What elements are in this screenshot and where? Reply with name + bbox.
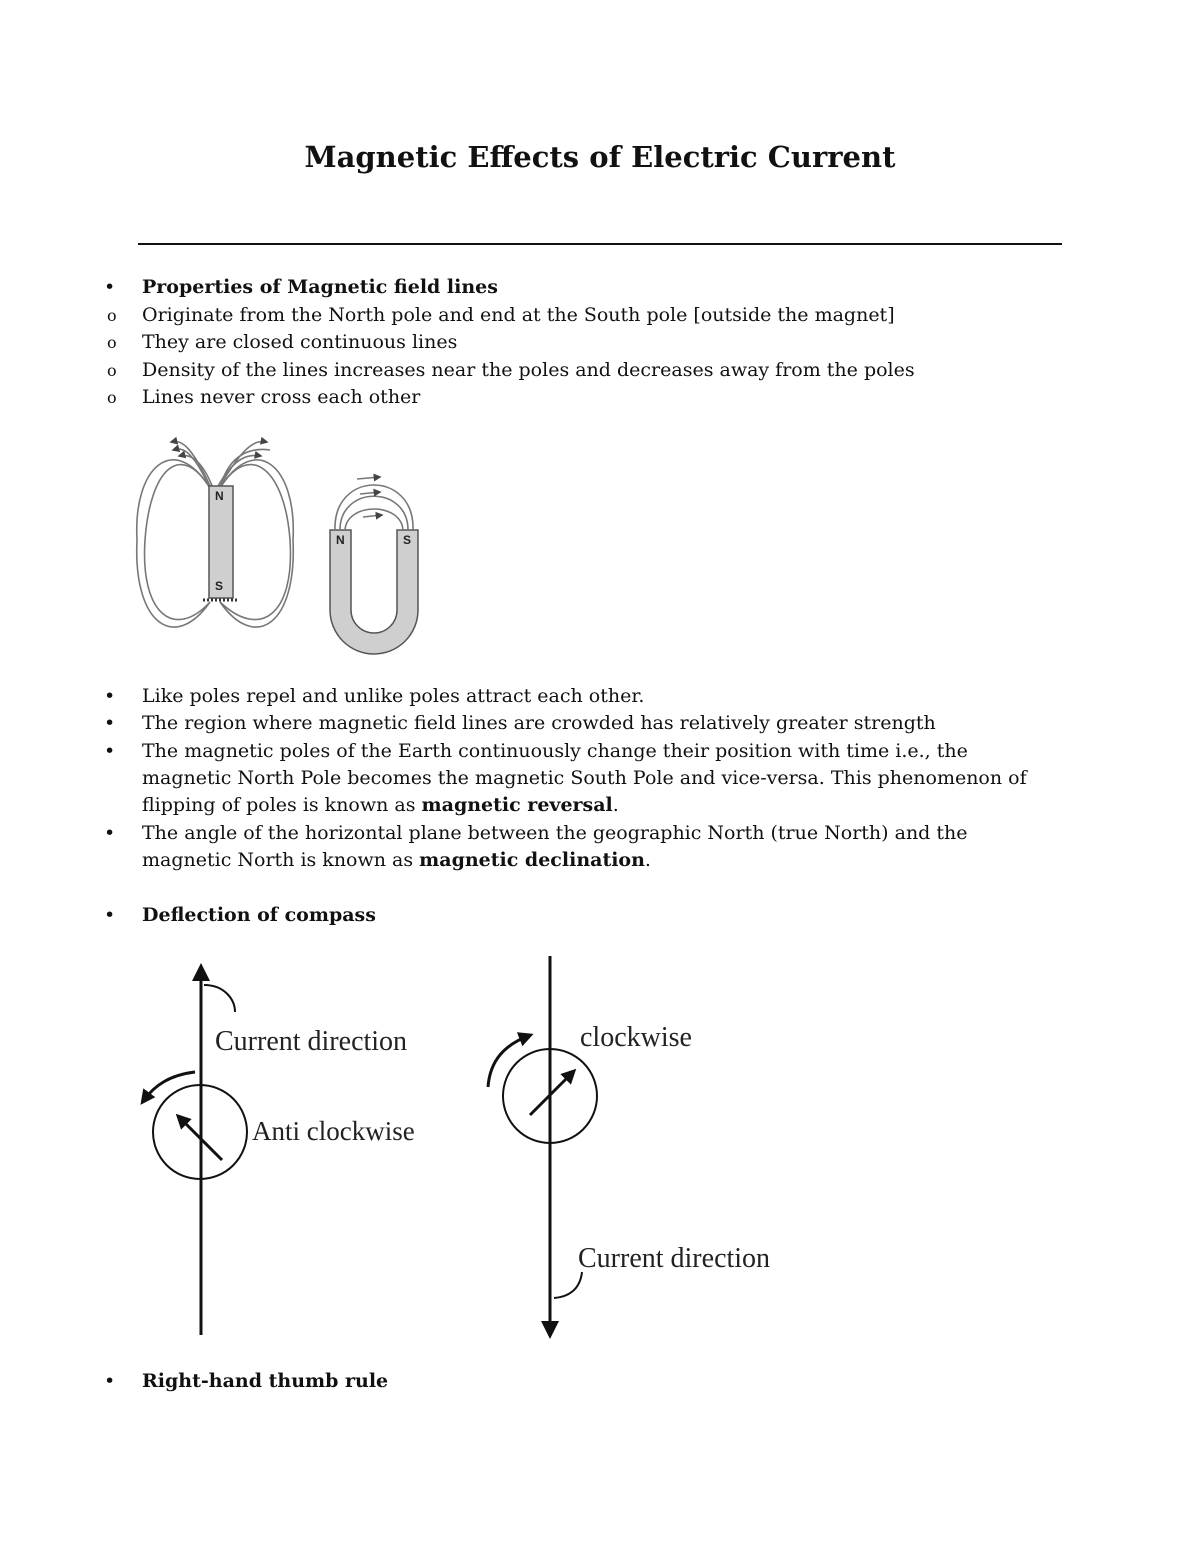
field-line-point: They are closed continuous lines [142,331,458,353]
fact-declination-line1: The angle of the horizontal plane between the geographic North (true North) and the [142,822,968,844]
fact-reversal-line1: The magnetic poles of the Earth continuously change their position with time i.e., the [142,740,968,762]
fact-declination-text: magnetic North is known as [142,849,420,871]
bullet-marker: • [104,712,116,734]
fact-reversal-text: flipping of poles is known as [142,794,422,816]
field-line-point: Density of the lines increases near the poles and decreases away from the poles [142,359,915,381]
fact-reversal-line3 [142,792,619,819]
right-rotation-label: clockwise [580,1022,692,1053]
bullet-marker: • [104,822,116,844]
right-current-label: Current direction [578,1243,771,1274]
sub-marker: o [107,361,117,380]
sub-marker: o [107,388,117,407]
term-magnetic-reversal: magnetic reversal [421,794,613,816]
title-rule [138,243,1062,245]
fact-crowded-lines: The region where magnetic field lines are crowded has relatively greater strength [142,712,936,734]
term-magnetic-declination: magnetic declination [419,849,645,871]
compass-deflection-diagram [130,950,830,1345]
sub-marker: o [107,306,117,325]
section-heading-compass: Deflection of compass [142,904,376,926]
sub-marker: o [107,333,117,352]
bullet-marker: • [104,740,116,762]
magnet-field-diagram [135,430,435,660]
horseshoe-magnet [330,530,418,654]
bullet-marker: • [104,1370,116,1392]
bar-south-label: S [215,579,224,593]
bar-north-label: N [215,489,224,503]
bullet-marker: • [104,685,116,707]
horseshoe-north-label: N [336,533,345,547]
page-title: Magnetic Effects of Electric Current [304,140,896,174]
fact-reversal-period: . [612,794,619,816]
fact-declination-line2 [142,847,651,874]
fact-reversal-line2: magnetic North Pole becomes the magnetic South Pole and vice-versa. This phenomenon of [142,767,1027,789]
left-current-label: Current direction [215,1026,408,1057]
section-heading-thumb-rule: Right-hand thumb rule [142,1370,389,1392]
bullet-marker: • [104,904,116,926]
bullet-marker: • [104,276,116,298]
section-heading-field-lines: Properties of Magnetic field lines [142,276,498,298]
field-line-point: Lines never cross each other [142,386,421,408]
horseshoe-south-label: S [403,533,412,547]
fact-declination-period: . [644,849,651,871]
left-rotation-label: Anti clockwise [252,1116,415,1146]
fact-like-poles: Like poles repel and unlike poles attract each other. [142,685,645,707]
field-line-point: Originate from the North pole and end at the South pole [outside the magnet] [142,304,895,326]
